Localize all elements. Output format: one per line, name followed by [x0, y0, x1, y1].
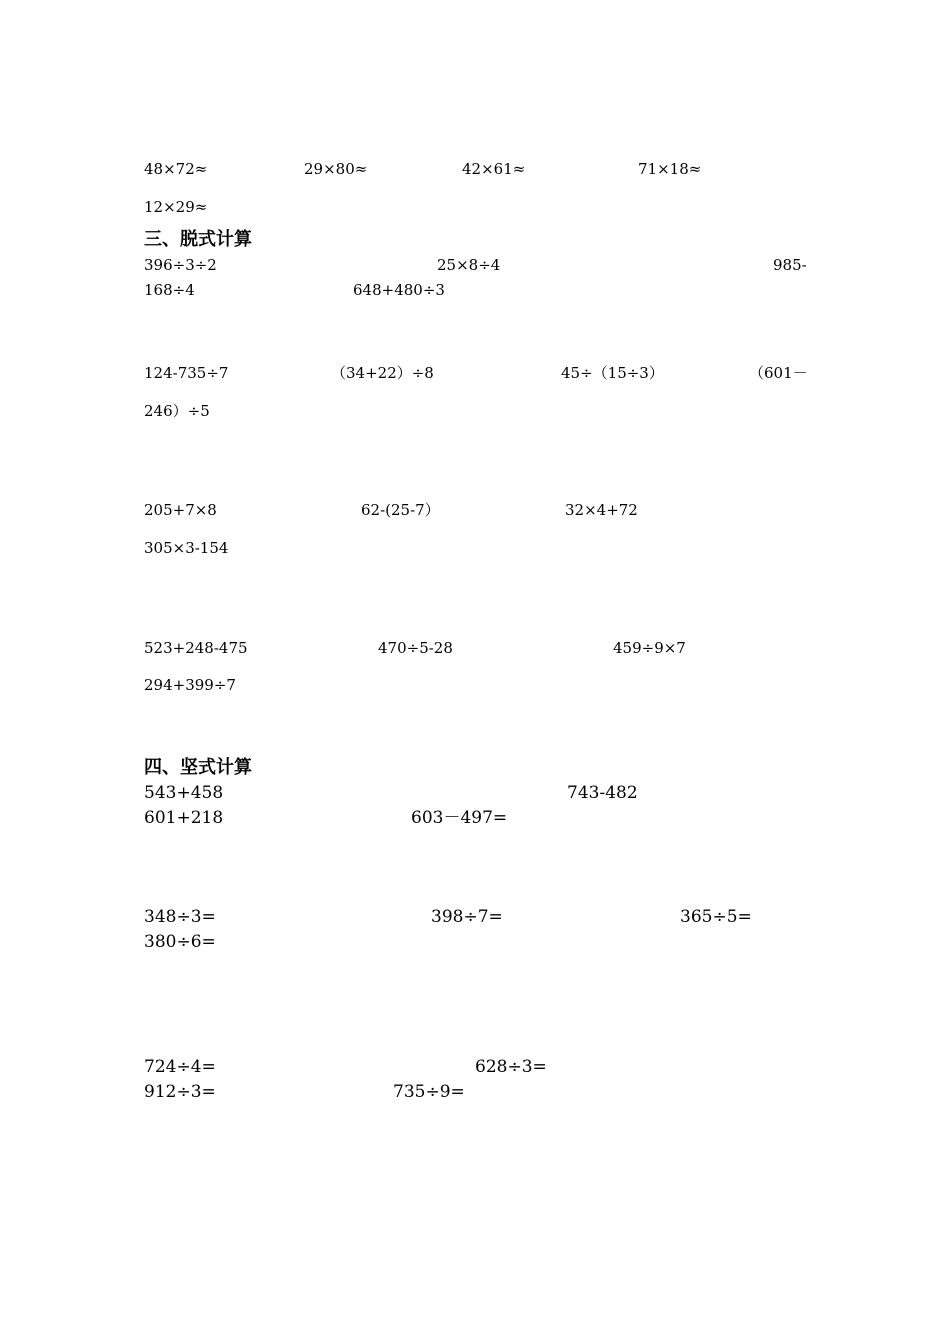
vertical-calc-problem: 603－497=: [411, 808, 508, 828]
calc-problem: 648+480÷3: [353, 281, 445, 299]
calc-problem: 985-: [773, 256, 807, 274]
estimate-problem: 48×72≈: [144, 160, 208, 178]
estimate-problem: 29×80≈: [304, 160, 368, 178]
vertical-calc-problem: 380÷6=: [144, 932, 216, 952]
calc-problem: （34+22）÷8: [331, 364, 434, 382]
vertical-calc-problem: 628÷3=: [475, 1057, 547, 1077]
estimate-problem: 42×61≈: [462, 160, 526, 178]
calc-problem: 305×3-154: [144, 539, 229, 557]
vertical-calc-problem: 348÷3=: [144, 907, 216, 927]
calc-problem: 62-(25-7）: [361, 501, 440, 519]
calc-problem: 523+248-475: [144, 639, 248, 657]
vertical-calc-problem: 601+218: [144, 808, 224, 828]
calc-problem: 396÷3÷2: [144, 256, 217, 274]
calc-problem: 205+7×8: [144, 501, 217, 519]
calc-problem: 459÷9×7: [613, 639, 686, 657]
vertical-calc-problem: 543+458: [144, 783, 224, 803]
vertical-calc-problem: 735÷9=: [393, 1082, 465, 1102]
vertical-calc-problem: 398÷7=: [431, 907, 503, 927]
calc-problem: （601－: [749, 364, 808, 382]
calc-problem: 32×4+72: [565, 501, 638, 519]
vertical-calc-problem: 743-482: [567, 783, 638, 803]
estimate-problem: 71×18≈: [638, 160, 702, 178]
calc-problem: 246）÷5: [144, 402, 210, 420]
calc-problem: 470÷5-28: [378, 639, 453, 657]
vertical-calc-problem: 365÷5=: [680, 907, 752, 927]
estimate-problem: 12×29≈: [144, 198, 208, 216]
calc-problem: 294+399÷7: [144, 676, 236, 694]
calc-problem: 124-735÷7: [144, 364, 229, 382]
calc-problem: 168÷4: [144, 281, 195, 299]
vertical-calc-problem: 724÷4=: [144, 1057, 216, 1077]
section-4-heading: 四、坚式计算: [144, 757, 252, 778]
vertical-calc-problem: 912÷3=: [144, 1082, 216, 1102]
calc-problem: 45÷（15÷3）: [561, 364, 664, 382]
section-3-heading: 三、脱式计算: [144, 229, 252, 250]
calc-problem: 25×8÷4: [437, 256, 501, 274]
